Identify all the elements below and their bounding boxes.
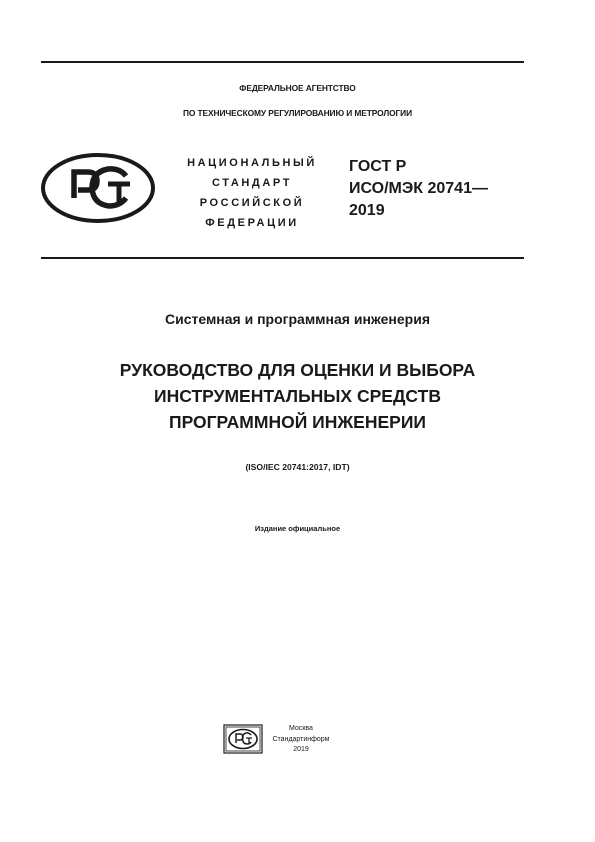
document-title — [0, 357, 595, 435]
standartinform-icon — [223, 724, 263, 754]
standard-type — [172, 153, 332, 233]
iso-reference: (ISO/IEC 20741:2017, IDT) — [245, 462, 350, 472]
agency-line-1: ФЕДЕРАЛЬНОЕ АГЕНТСТВО — [239, 83, 356, 93]
standard-type-line-3: РОССИЙСКОЙ — [199, 197, 305, 209]
title-line-1: РУКОВОДСТВО ДЛЯ ОЦЕНКИ И ВЫБОРА — [119, 360, 476, 380]
publisher-block — [266, 724, 336, 756]
edition-note: Издание официальное — [254, 524, 341, 533]
document-subtitle: Системная и программная инженерия — [164, 311, 430, 327]
designation-line-2: ИСО/МЭК 20741— — [349, 180, 488, 197]
standard-type-line-2: СТАНДАРТ — [211, 177, 293, 189]
title-line-3: ПРОГРАММНОЙ ИНЖЕНЕРИИ — [168, 412, 426, 432]
title-line-2: ИНСТРУМЕНТАЛЬНЫХ СРЕДСТВ — [154, 386, 441, 406]
standard-type-line-1: НАЦИОНАЛЬНЫЙ — [187, 157, 317, 169]
designation-line-3: 2019 — [349, 202, 385, 219]
top-rule — [41, 61, 524, 63]
publisher-city: Москва — [289, 725, 313, 732]
standard-type-line-4: ФЕДЕРАЦИИ — [205, 217, 299, 229]
standard-designation — [349, 156, 488, 222]
publisher-name: Стандартинформ — [272, 735, 330, 743]
bottom-rule — [41, 257, 524, 259]
rst-mark-icon — [40, 152, 156, 224]
designation-line-1: ГОСТ Р — [349, 158, 407, 175]
agency-line-2: ПО ТЕХНИЧЕСКОМУ РЕГУЛИРОВАНИЮ И МЕТРОЛОГИИ — [182, 108, 413, 118]
publisher-year: 2019 — [293, 746, 309, 753]
